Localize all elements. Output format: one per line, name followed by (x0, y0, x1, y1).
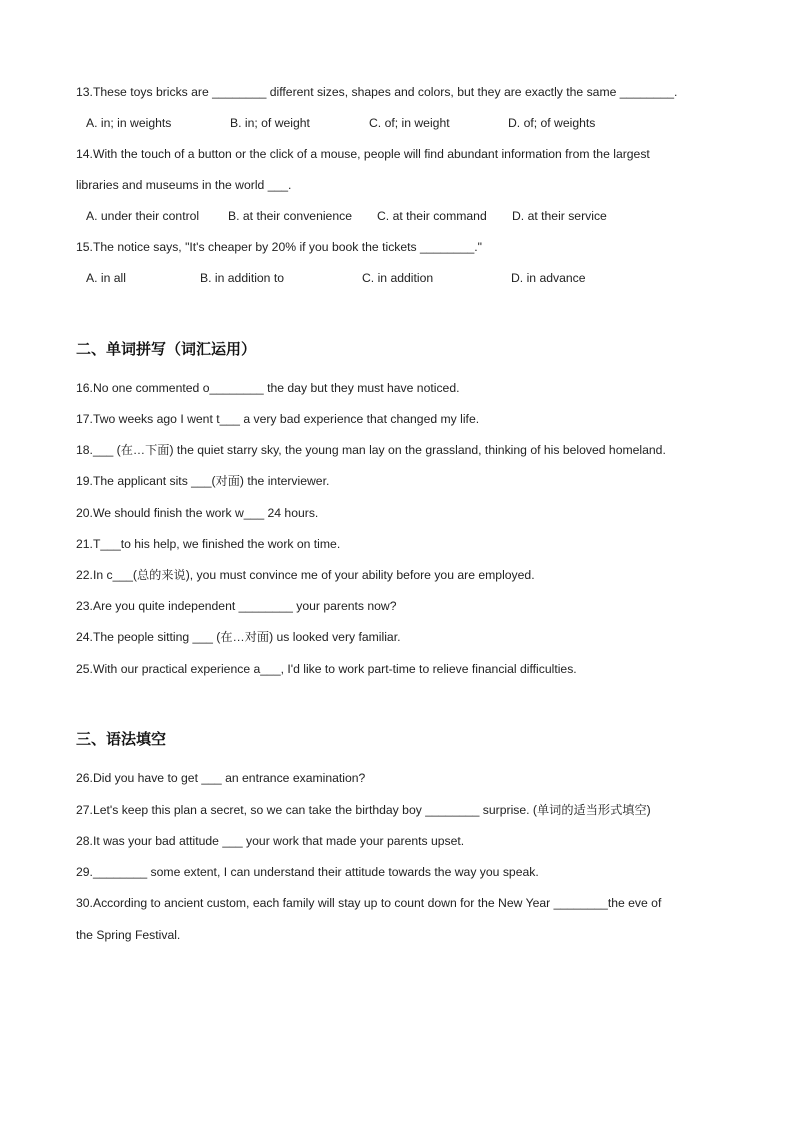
question-30-line-1: 30.According to ancient custom, each family will stay up to count down for the New Year ________the eve of (76, 896, 662, 910)
question-20: 20.We should finish the work w___ 24 hours. (76, 506, 319, 520)
option-b: B. in addition to (200, 271, 285, 285)
option-c: C. of; in weight (369, 116, 450, 130)
section-2-heading: 二、单词拼写（词汇运用） (76, 340, 257, 358)
option-a: A. in; in weights (86, 116, 172, 130)
question-18: 18.___ (在…下面) the quiet starry sky, the young man lay on the grassland, thinking of his beloved homeland. (76, 443, 666, 457)
option-c: C. in addition (362, 271, 434, 285)
question-15-options (86, 268, 726, 288)
question-26: 26.Did you have to get ___ an entrance examination? (76, 771, 366, 785)
question-19: 19.The applicant sits ___(对面) the interviewer. (76, 474, 330, 488)
question-13-options (86, 113, 726, 133)
option-d: D. at their service (512, 209, 607, 223)
question-23: 23.Are you quite independent ________ your parents now? (76, 599, 397, 613)
question-28: 28.It was your bad attitude ___ your work that made your parents upset. (76, 834, 465, 848)
option-a: A. under their control (86, 209, 200, 223)
option-d: D. of; of weights (508, 116, 596, 130)
option-b: B. in; of weight (230, 116, 310, 130)
question-21: 21.T___to his help, we finished the work on time. (76, 537, 341, 551)
question-16: 16.No one commented o________ the day but they must have noticed. (76, 381, 460, 395)
question-15: 15.The notice says, "It's cheaper by 20% if you book the tickets ________." (76, 240, 482, 254)
question-13: 13.These toys bricks are ________ different sizes, shapes and colors, but they are exactly the same ________. (76, 85, 678, 99)
option-a: A. in all (86, 271, 126, 285)
question-14-line-1: 14.With the touch of a button or the click of a mouse, people will find abundant information from the largest (76, 147, 650, 161)
question-22: 22.In c___(总的来说), you must convince me of your ability before you are employed. (76, 568, 535, 582)
option-d: D. in advance (511, 271, 586, 285)
question-25: 25.With our practical experience a___, I'd like to work part-time to relieve financial difficulties. (76, 662, 577, 676)
section-3-heading: 三、语法填空 (76, 730, 167, 748)
question-30-line-2: the Spring Festival. (76, 928, 181, 942)
question-17: 17.Two weeks ago I went t___ a very bad experience that changed my life. (76, 412, 480, 426)
option-b: B. at their convenience (228, 209, 352, 223)
question-29: 29.________ some extent, I can understand their attitude towards the way you speak. (76, 865, 539, 879)
option-c: C. at their command (377, 209, 487, 223)
question-14-options (86, 206, 726, 226)
question-27: 27.Let's keep this plan a secret, so we can take the birthday boy ________ surprise. (单词的适当形式填空) (76, 803, 651, 817)
question-14-line-2: libraries and museums in the world ___. (76, 178, 292, 192)
question-24: 24.The people sitting ___ (在…对面) us looked very familiar. (76, 630, 401, 644)
